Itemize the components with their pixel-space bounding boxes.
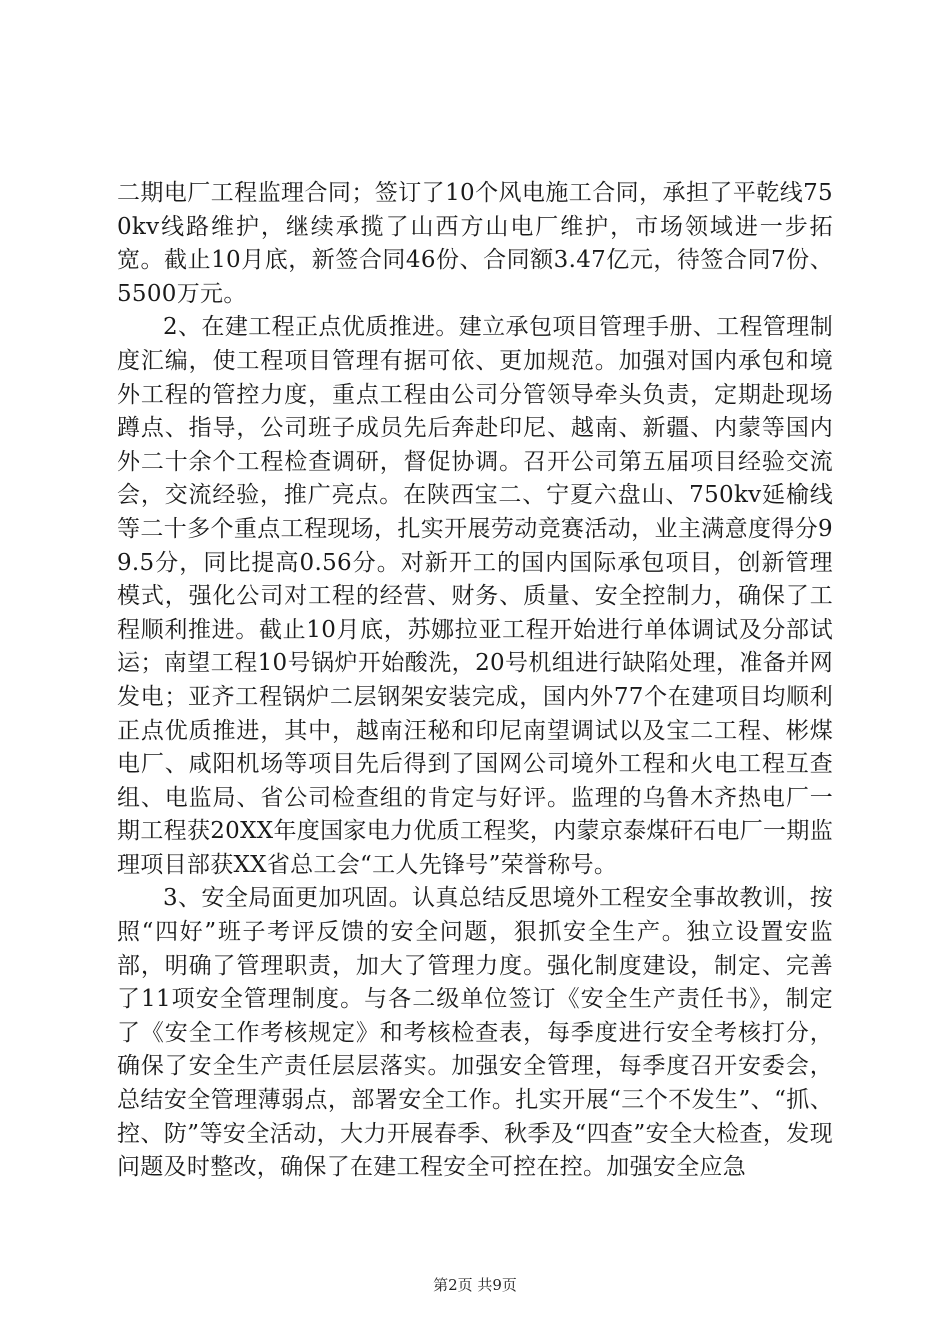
document-body: [117, 177, 833, 1185]
paragraph-contract-summary: 二期电厂工程监理合同；签订了10个风电施工合同，承担了平乾线750kv线路维护，继续承揽了山西方山电厂维护，市场领域进一步拓宽。截止10月底，新签合同46份、合同额3.47亿元，待签合同7份、5500万元。: [117, 180, 833, 307]
page-number-footer: 第2页 共9页: [433, 1276, 517, 1294]
paragraph-construction-progress: 2、在建工程正点优质推进。建立承包项目管理手册、工程管理制度汇编，使工程项目管理有据可依、更加规范。加强对国内承包和境外工程的管控力度，重点工程由公司分管领导牵头负责，定期赴现场蹲点、指导，公司班子成员先后奔赴印尼、越南、新疆、内蒙等国内外二十余个工程检查调研，督促协调。召开公司第五届项目经验交流会，交流经验，推广亮点。在陕西宝二、宁夏六盘山、750kv延榆线等二十多个重点工程现场，扎实开展劳动竞赛活动，业主满意度得分99.5分，同比提高0.56分。对新开工的国内国际承包项目，创新管理模式，强化公司对工程的经营、财务、质量、安全控制力，确保了工程顺利推进。截止10月底，苏娜拉亚工程开始进行单体调试及分部试运；南望工程10号锅炉开始酸洗，20号机组进行缺陷处理，准备并网发电；亚齐工程锅炉二层钢架安装完成，国内外77个在建项目均顺利正点优质推进，其中，越南汪秘和印尼南望调试以及宝二工程、彬煤电厂、咸阳机场等项目先后得到了国网公司境外工程和火电工程互查组、电监局、省公司检查组的肯定与好评。监理的乌鲁木齐热电厂一期工程获20XX年度国家电力优质工程奖，内蒙京泰煤矸石电厂一期监理项目部获XX省总工会“工人先锋号”荣誉称号。: [117, 314, 833, 878]
paragraph-safety: 3、安全局面更加巩固。认真总结反思境外工程安全事故教训，按照“四好”班子考评反馈的安全问题，狠抓安全生产。独立设置安监部，明确了管理职责，加大了管理力度。强化制度建设，制定、完善了11项安全管理制度。与各二级单位签订《安全生产责任书》，制定了《安全工作考核规定》和考核检查表，每季度进行安全考核打分，确保了安全生产责任层层落实。加强安全管理，每季度召开安委会，总结安全管理薄弱点，部署安全工作。扎实开展“三个不发生”、“抓、控、防”等安全活动，大力开展春季、秋季及“四查”安全大检查，发现问题及时整改，确保了在建工程安全可控在控。加强安全应急: [117, 885, 833, 1181]
